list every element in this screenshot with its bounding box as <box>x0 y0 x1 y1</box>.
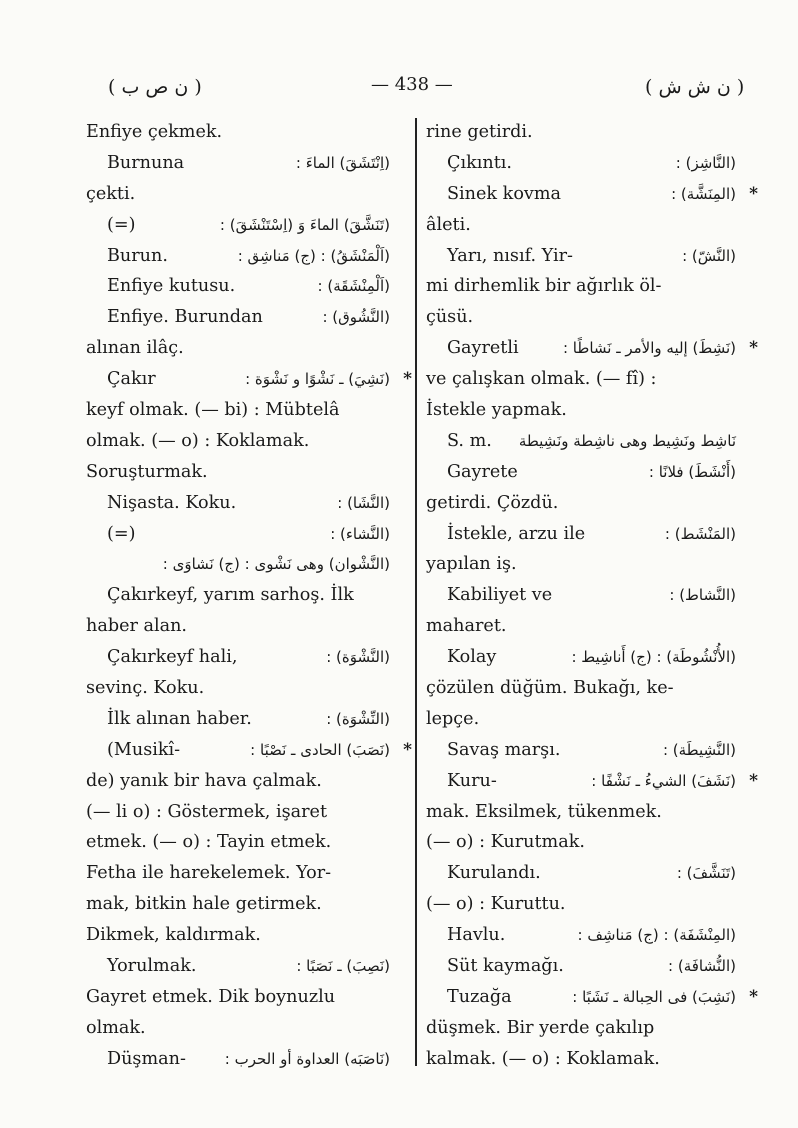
entry-line <box>426 1044 736 1075</box>
arabic-headword: (نَشِيَ) ـ نَشْوًا و نَشْوَة : <box>245 370 390 389</box>
turkish-text: rine getirdi. <box>426 122 533 142</box>
arabic-headword: (المِنَشَّة) : <box>671 184 736 203</box>
entry-line <box>86 241 390 272</box>
entry-star-mark: * <box>749 338 758 359</box>
entry-line <box>86 797 390 828</box>
arabic-headword: (النَّشَا) : <box>337 493 390 512</box>
entry-line <box>426 210 736 241</box>
entry-line <box>426 302 736 333</box>
turkish-text: İlk alınan haber. <box>107 708 252 729</box>
arabic-headword: (نَشِبَ) فى الحِبالة ـ نَشَبًا : <box>572 987 736 1006</box>
entry-line <box>86 179 390 210</box>
turkish-text: Yarı, nısıf. Yir- <box>447 245 573 266</box>
entry-line <box>426 951 736 982</box>
turkish-text: çüsü. <box>426 307 474 328</box>
turkish-text: Düşman- <box>107 1048 186 1069</box>
arabic-headword: (نَشِطَ) إليه والأمر ـ نَشاطًا : <box>562 339 736 358</box>
entry-line <box>86 395 390 426</box>
entry-line <box>86 611 390 642</box>
entry-star-mark: * <box>749 183 758 204</box>
entry-line <box>86 302 390 333</box>
entry-line <box>426 611 736 642</box>
turkish-text: de) yanık bir hava çalmak. <box>86 770 322 791</box>
entry-line <box>86 673 390 704</box>
entry-line <box>86 210 390 241</box>
turkish-text: mak, bitkin hale getirmek. <box>86 894 322 915</box>
entry-line <box>86 1044 390 1075</box>
left-column <box>86 117 412 1075</box>
turkish-text: Kabiliyet ve <box>447 585 553 606</box>
arabic-headword: (نَصَبَ) الحادى ـ نَصْبًا : <box>250 740 390 759</box>
entry-line <box>86 951 390 982</box>
page-header <box>0 74 798 106</box>
turkish-text: alınan ilâç. <box>86 338 184 359</box>
turkish-text: Kurulandı. <box>447 863 541 884</box>
turkish-text: Gayret etmek. Dik boynuzlu <box>86 986 336 1007</box>
arabic-headword: (النُّشافَة) : <box>668 957 736 976</box>
entry-line <box>86 117 390 148</box>
entry-line <box>86 827 390 858</box>
arabic-headword: نَاشِط ونَشِيط وهى ناشِطة ونَشِيطة <box>518 431 736 450</box>
turkish-text: Enfiye. Burundan <box>107 307 263 328</box>
entry-line <box>426 549 736 580</box>
entry-line <box>86 920 390 951</box>
turkish-text: Burnuna <box>107 152 185 173</box>
entry-line <box>86 735 412 766</box>
turkish-text: Kuru- <box>447 770 497 791</box>
turkish-text: Fetha ile harekelemek. Yor- <box>86 863 332 884</box>
arabic-headword: (المِنْشَفَة) : (ج) مَناشِف : <box>577 926 736 945</box>
turkish-text: lepçe. <box>426 708 480 729</box>
entry-line <box>426 241 736 272</box>
turkish-text: mi dirhemlik bir ağırlık öl- <box>426 276 662 297</box>
entry-line <box>426 920 736 951</box>
arabic-headword: (النَّشْوان) وهى نَشْوى : (ج) نَشاوَى : <box>162 555 390 574</box>
turkish-text: Çakırkeyf hali, <box>107 647 238 668</box>
entry-star-mark: * <box>749 986 758 1007</box>
arabic-headword: (نَاصَبَه) العداوة أو الحرب : <box>224 1049 390 1068</box>
entry-star-mark: * <box>749 770 758 791</box>
turkish-text: İstekle, arzu ile <box>447 523 586 544</box>
entry-line <box>86 148 390 179</box>
turkish-text: Gayretli <box>447 338 519 359</box>
turkish-text: Tuzağa <box>447 986 512 1007</box>
arabic-headword: (اَلْمَنْشَقُ) : (ج) مَناشِق : <box>237 246 390 265</box>
turkish-text: (Musikî- <box>107 739 181 760</box>
entry-line <box>86 488 390 519</box>
turkish-text: etmek. (— o) : Tayin etmek. <box>86 832 332 853</box>
entry-line <box>86 457 390 488</box>
turkish-text: mak. Eksilmek, tükenmek. <box>426 801 662 822</box>
arabic-headword: (المَنْشَط) : <box>664 524 736 543</box>
arabic-headword: (النَّشّ) : <box>682 246 736 265</box>
entry-line <box>86 642 390 673</box>
arabic-headword: (النَّشاط) : <box>669 586 736 605</box>
entry-line <box>426 642 736 673</box>
turkish-text: Kolay <box>447 647 497 668</box>
entry-line <box>426 673 736 704</box>
entry-line <box>86 982 390 1013</box>
entry-line <box>86 333 390 364</box>
turkish-text: (— o) : Kuruttu. <box>426 894 566 915</box>
entry-line <box>86 704 390 735</box>
turkish-text: (=) <box>107 523 136 544</box>
turkish-text: yapılan iş. <box>426 554 517 575</box>
turkish-text: maharet. <box>426 616 507 637</box>
turkish-text: ve çalışkan olmak. (— fî) : <box>426 369 657 390</box>
turkish-text: Yorulmak. <box>107 956 197 977</box>
entry-line <box>86 889 390 920</box>
arabic-headword: (اِنْتَشَقَ) الماءَ : <box>295 153 390 172</box>
turkish-text: getirdi. Çözdü. <box>426 492 559 513</box>
arabic-headword: (النَّاشِز) : <box>675 153 736 172</box>
entry-line <box>426 827 736 858</box>
turkish-text: Enfiye çekmek. <box>86 122 223 142</box>
entry-line <box>426 179 758 210</box>
entry-line <box>426 457 736 488</box>
arabic-headword: (تَنَشَّقَ) الماءَ وَ (اِسْتَنْشَقَ) : <box>219 215 390 234</box>
header-root-right: ( ن ش ش ) <box>645 76 745 98</box>
column-divider <box>415 118 417 1066</box>
turkish-text: S. m. <box>447 430 492 451</box>
entry-line <box>426 704 736 735</box>
entry-line <box>426 797 736 828</box>
turkish-text: çözülen düğüm. Bukağı, ke- <box>426 678 674 699</box>
arabic-headword: (تَنَشَّفَ) : <box>676 864 736 883</box>
entry-line <box>426 858 736 889</box>
entry-line <box>426 982 758 1013</box>
turkish-text: âleti. <box>426 214 471 235</box>
turkish-text: Enfiye kutusu. <box>107 276 236 297</box>
entry-line <box>426 580 736 611</box>
entry-line <box>86 549 390 580</box>
turkish-text: İstekle yapmak. <box>426 400 567 421</box>
entry-line <box>86 858 390 889</box>
right-column <box>426 117 758 1075</box>
entry-line <box>426 735 736 766</box>
entry-line <box>426 519 736 550</box>
turkish-text: Soruşturmak. <box>86 461 208 482</box>
arabic-headword: (نَشَفَ) الشيءُ ـ نَشْفًا : <box>591 771 736 790</box>
turkish-text: Havlu. <box>447 925 506 946</box>
turkish-text: (=) <box>107 214 136 235</box>
header-root-left: ( ن ص ب ) <box>108 76 202 98</box>
arabic-headword: (اَلْمِنْشَقَة) : <box>317 277 390 296</box>
entry-line <box>426 333 758 364</box>
arabic-headword: (النَّشْوَة) : <box>326 648 390 667</box>
entry-line <box>86 766 390 797</box>
turkish-text: olmak. (— o) : Koklamak. <box>86 430 310 451</box>
entry-line <box>426 395 736 426</box>
arabic-headword: (أَنْشَطَ) فلانًا : <box>648 462 736 481</box>
turkish-text: Süt kaymağı. <box>447 956 564 977</box>
entry-line <box>86 580 390 611</box>
entry-line <box>426 1013 736 1044</box>
arabic-headword: (النَّشِيطَة) : <box>662 740 736 759</box>
arabic-headword: (النِّشْوَة) : <box>326 709 390 728</box>
entry-line <box>426 488 736 519</box>
entry-line <box>426 766 758 797</box>
turkish-text: Çakır <box>107 369 156 390</box>
arabic-headword: (النَّشاء) : <box>330 524 390 543</box>
entry-star-mark: * <box>403 369 412 390</box>
entry-star-mark: * <box>403 739 412 760</box>
entry-line <box>86 426 390 457</box>
entry-line <box>426 364 736 395</box>
turkish-text: sevinç. Koku. <box>86 678 205 699</box>
entry-line <box>426 426 736 457</box>
turkish-text: düşmek. Bir yerde çakılıp <box>426 1017 655 1038</box>
turkish-text: haber alan. <box>86 616 188 637</box>
entry-line <box>86 519 390 550</box>
turkish-text: Gayrete <box>447 461 518 482</box>
entry-line <box>426 117 736 148</box>
turkish-text: Burun. <box>107 245 168 266</box>
entry-line <box>426 271 736 302</box>
arabic-headword: (الأُنْشُوطَة) : (ج) أَناشِيط : <box>571 648 736 667</box>
turkish-text: (— o) : Kurutmak. <box>426 832 585 853</box>
turkish-text: Çıkıntı. <box>447 152 512 173</box>
turkish-text: Çakırkeyf, yarım sarhoş. İlk <box>107 585 354 606</box>
entry-line <box>426 889 736 920</box>
entry-line <box>86 1013 390 1044</box>
turkish-text: çekti. <box>86 183 136 204</box>
turkish-text: Dikmek, kaldırmak. <box>86 925 261 946</box>
turkish-text: Sinek kovma <box>447 183 562 204</box>
entry-line <box>86 364 412 395</box>
turkish-text: kalmak. (— o) : Koklamak. <box>426 1048 660 1069</box>
turkish-text: Nişasta. Koku. <box>107 492 237 513</box>
arabic-headword: (نَصِبَ) ـ نَصَبًا : <box>296 957 390 976</box>
turkish-text: Savaş marşı. <box>447 739 561 760</box>
turkish-text: olmak. <box>86 1017 146 1038</box>
turkish-text: keyf olmak. (— bi) : Mübtelâ <box>86 400 340 421</box>
turkish-text: (— li o) : Göstermek, işaret <box>86 801 328 822</box>
page-number: — 438 — <box>371 74 453 95</box>
entry-line <box>86 271 390 302</box>
arabic-headword: (النَّشُوق) : <box>322 308 390 327</box>
entry-line <box>426 148 736 179</box>
